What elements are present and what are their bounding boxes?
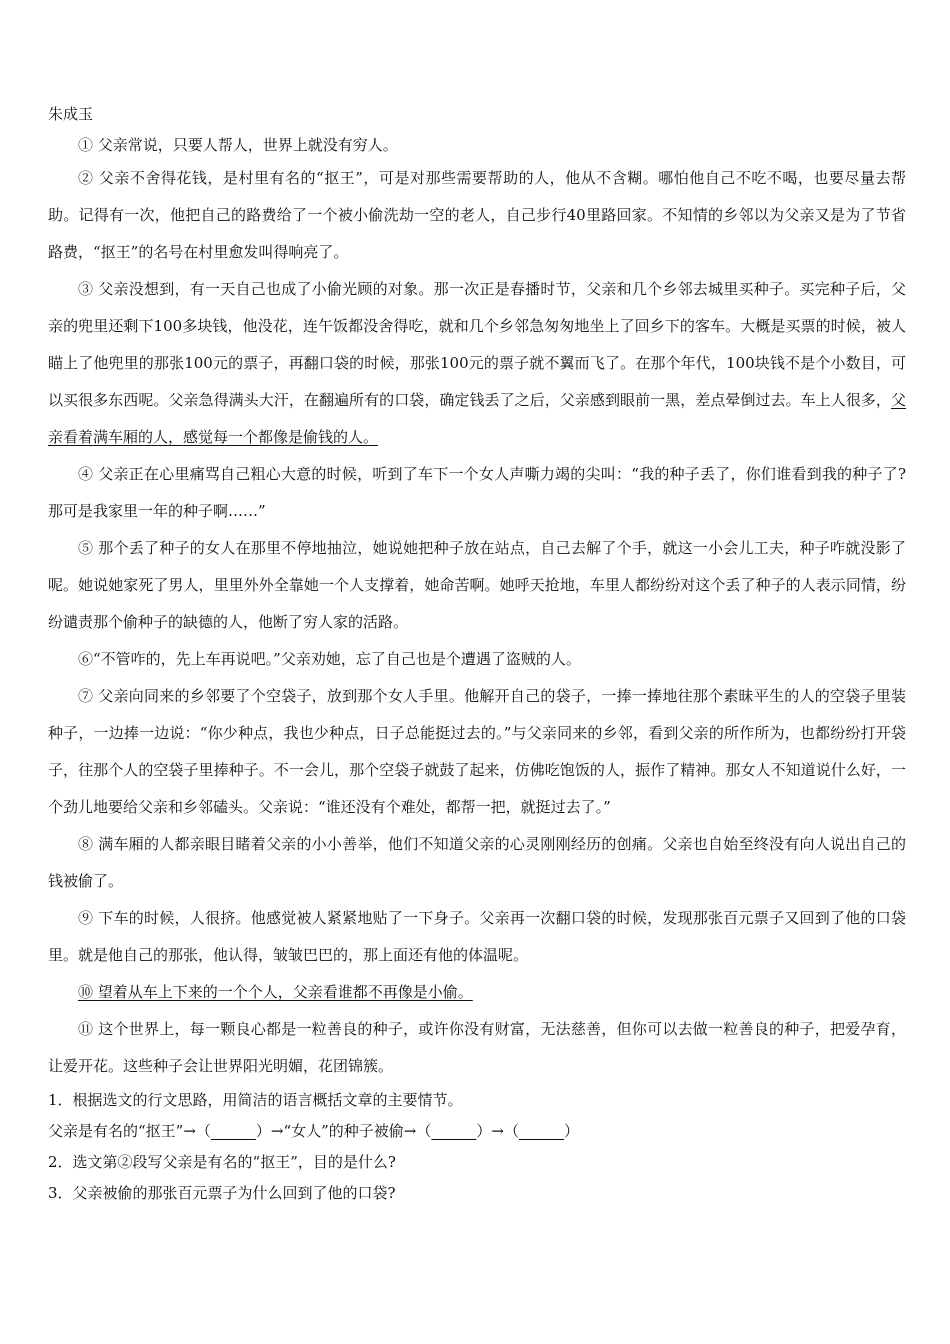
q1-part-4: ） xyxy=(563,1122,579,1140)
answer-blank-3[interactable]: ______ xyxy=(518,1122,564,1140)
paragraph-1: ① 父亲常说，只要人帮人，世界上就没有穷人。 xyxy=(78,136,398,154)
paragraph-7: ⑦ 父亲向同来的乡邻要了个空袋子，放到那个女人手里。他解开自己的袋子，一捧一捧地往那个素昧平生的人的空袋子里装种子，一边捧一边说：“你少种点，我也少种点，日子总能挺过去的。”与父亲同来的乡邻，看到父亲的所作所为，也都纷纷打开袋子，往那个人的空袋子里捧种子。不一会儿，那个空袋子就鼓了起来，仿佛吃饱饭的人，振作了精神。那女人不知道说什么好，一个劲儿地要给父亲和乡邻磕头。父亲说：“谁还没有个难处，都帮一把，就挺过去了。” xyxy=(48,687,906,816)
paragraph-8: ⑧ 满车厢的人都亲眼目睹着父亲的小小善举，他们不知道父亲的心灵刚刚经历的创痛。父亲也自始至终没有向人说出自己的钱被偷了。 xyxy=(48,835,906,890)
paragraph-6: ⑥“不管咋的，先上车再说吧。”父亲劝她，忘了自己也是个遭遇了盗贼的人。 xyxy=(78,650,581,668)
q1-part-3: ）→（ xyxy=(476,1122,519,1140)
paragraph-2: ② 父亲不舍得花钱，是村里有名的“抠王”，可是对那些需要帮助的人，他从不含糊。哪怕他自己不吃不喝，也要尽量去帮助。记得有一次，他把自己的路费给了一个被小偷洗劫一空的老人，自己步行40里路回家。不知情的乡邻以为父亲又是为了节省路费，“抠王”的名号在村里愈发叫得响亮了。 xyxy=(48,169,906,261)
paragraph-10-underlined-sentence: ⑩ 望着从车上下来的一个个人，父亲看谁都不再像是小偷。 xyxy=(78,983,473,1001)
q1-part-1: 父亲是有名的“抠王”→（ xyxy=(48,1122,211,1140)
document-page xyxy=(48,100,906,1209)
author-name: 朱成玉 xyxy=(48,105,94,123)
paragraph-3-underlined-sentence: 父亲看着满车厢的人，感觉每一个都像是偷钱的人。 xyxy=(48,391,906,446)
paragraph-3-text: ③ 父亲没想到，有一天自己也成了小偷光顾的对象。那一次正是春播时节，父亲和几个乡邻去城里买种子。买完种子后，父亲的兜里还剩下100多块钱，他没花，连午饭都没舍得吃，就和几个乡邻急匆匆地坐上了回乡下的客车。大概是买票的时候，被人瞄上了他兜里的那张100元的票子，再翻口袋的时候，那张100元的票子就不翼而飞了。在那个年代，100块钱不是个小数目，可以买很多东西呢。父亲急得满头大汗，在翻遍所有的口袋，确定钱丢了之后，父亲感到眼前一黑，差点晕倒过去。车上人很多， xyxy=(48,280,906,409)
answer-blank-1[interactable]: ______ xyxy=(210,1122,256,1140)
paragraph-10 xyxy=(48,974,906,1011)
paragraph-3 xyxy=(48,271,906,456)
paragraph-4: ④ 父亲正在心里痛骂自己粗心大意的时候，听到了车下一个女人声嘶力竭的尖叫：“我的种子丢了，你们谁看到我的种子了?那可是我家里一年的种子啊……” xyxy=(48,465,906,520)
question-1: 1．根据选文的行文思路，用简洁的语言概括文章的主要情节。 xyxy=(48,1091,463,1109)
paragraph-5: ⑤ 那个丢了种子的女人在那里不停地抽泣，她说她把种子放在站点，自己去解了个手，就这一小会儿工夫，种子咋就没影了呢。她说她家死了男人，里里外外全靠她一个人支撑着，她命苦啊。她呼天抢地，车里人都纷纷对这个丢了种子的人表示同情，纷纷谴责那个偷种子的缺德的人，他断了穷人家的活路。 xyxy=(48,539,906,631)
answer-blank-2[interactable]: ______ xyxy=(431,1122,477,1140)
question-3: 3．父亲被偷的那张百元票子为什么回到了他的口袋? xyxy=(48,1184,396,1202)
paragraph-9: ⑨ 下车的时候，人很挤。他感觉被人紧紧地贴了一下身子。父亲再一次翻口袋的时候，发现那张百元票子又回到了他的口袋里。就是他自己的那张，他认得，皱皱巴巴的，那上面还有他的体温呢。 xyxy=(48,909,906,964)
q1-part-2: ）→“女人”的种子被偷→（ xyxy=(255,1122,432,1140)
question-1-answer-line xyxy=(48,1116,906,1147)
paragraph-11: ⑪ 这个世界上，每一颗良心都是一粒善良的种子，或许你没有财富，无法慈善，但你可以去做一粒善良的种子，把爱孕育，让爱开花。这些种子会让世界阳光明媚，花团锦簇。 xyxy=(48,1020,906,1075)
question-2: 2．选文第②段写父亲是有名的“抠王”，目的是什么? xyxy=(48,1153,396,1171)
